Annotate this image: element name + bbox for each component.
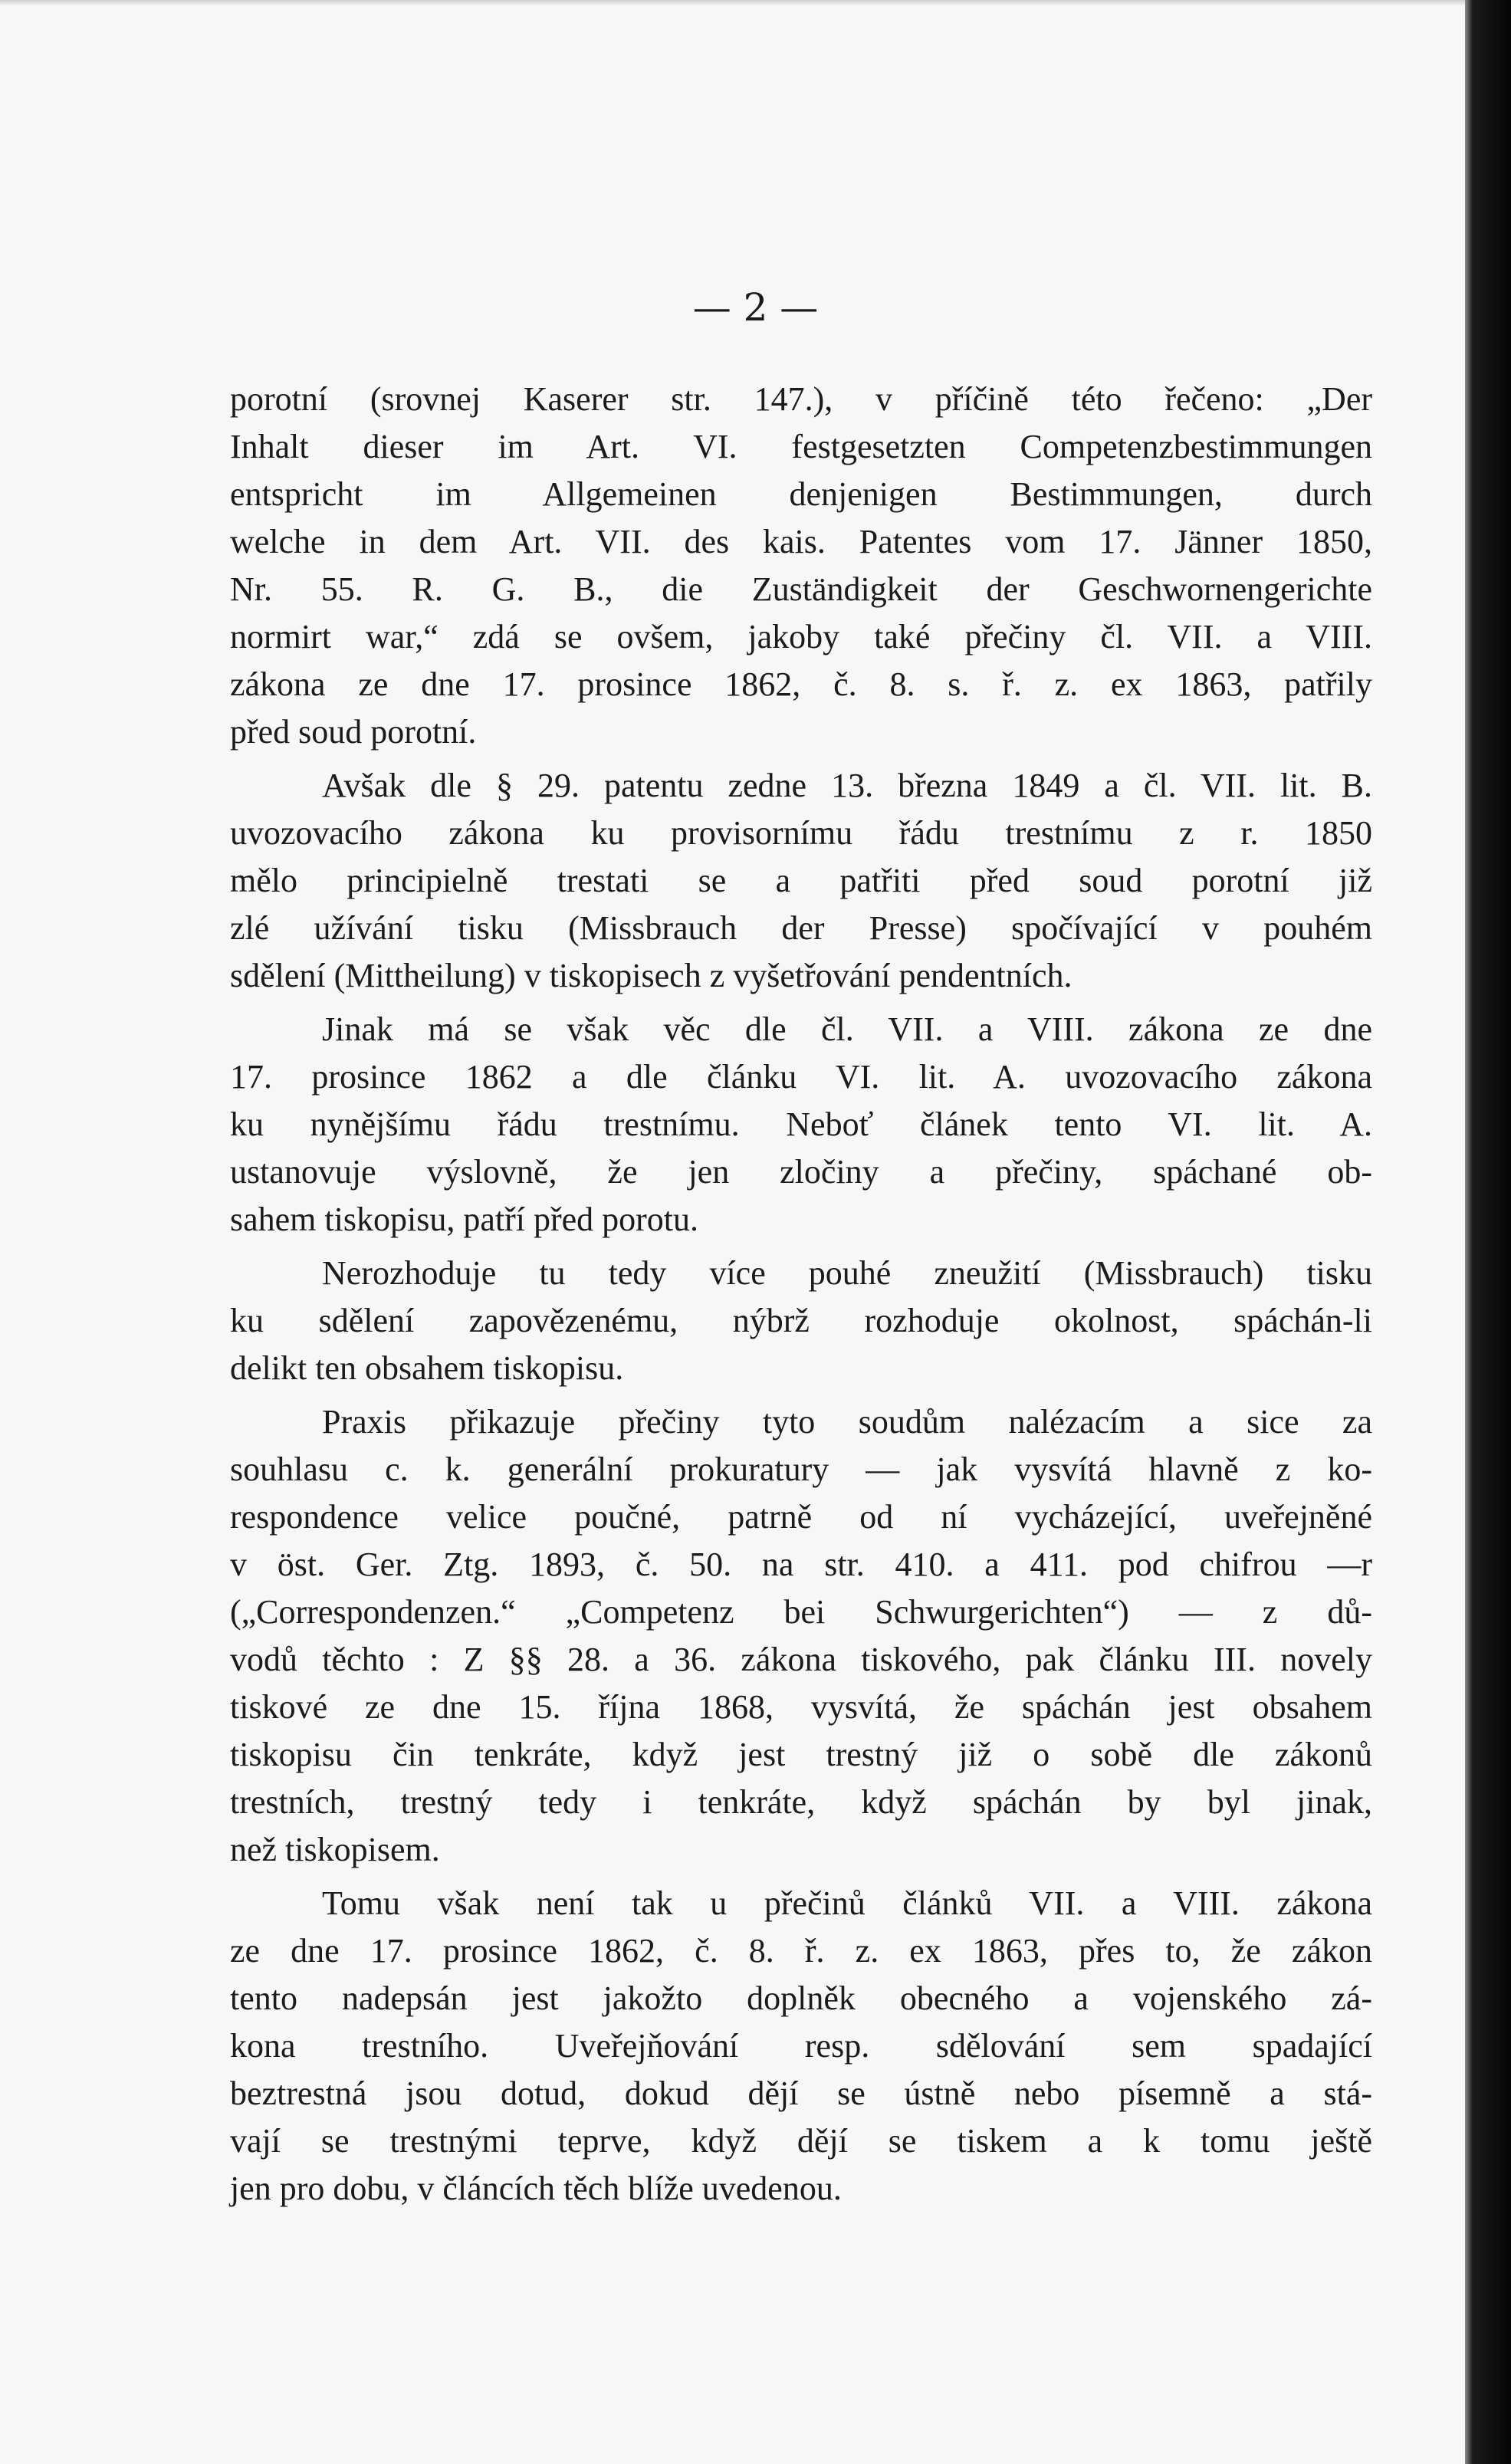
text-line: sahem tiskopisu, patří před porotu.	[230, 1201, 699, 1238]
text-line: Praxis přikazuje přečiny tyto soudům nalézacím a sice za	[322, 1403, 1372, 1441]
text-line: Jinak má se však věc dle čl. VII. a VIII. zákona ze dne	[322, 1010, 1372, 1048]
text-line: delikt ten obsahem tiskopisu.	[230, 1349, 624, 1387]
text-line: mělo principielně trestati se a patřiti před soud porotní již	[230, 862, 1372, 899]
text-line: uvozovacího zákona ku provisornímu řádu trestnímu z r. 1850	[230, 814, 1372, 852]
paragraph	[230, 1250, 1372, 1392]
text-line: tiskové ze dne 15. října 1868, vysvítá, že spáchán jest obsahem	[230, 1688, 1372, 1726]
text-line: respondence velice poučné, patrně od ní vycházející, uveřejněné	[230, 1498, 1372, 1536]
text-line: tiskopisu čin tenkráte, když jest trestný již o sobě dle zákonů	[230, 1736, 1372, 1773]
text-line: beztrestná jsou dotud, dokud dějí se ústně nebo písemně a stá-	[230, 2075, 1372, 2112]
paragraph	[230, 376, 1372, 756]
paragraph	[230, 762, 1372, 1000]
text-line: vají se trestnými teprve, když dějí se tiskem a k tomu ještě	[230, 2122, 1372, 2160]
text-line: sdělení (Mittheilung) v tiskopisech z vyšetřování pendentních.	[230, 957, 1072, 994]
page-number: — 2 —	[692, 285, 819, 330]
text-line: Nerozhoduje tu tedy více pouhé zneužití (Missbrauch) tisku	[322, 1254, 1372, 1292]
page-right-edge-shadow	[1465, 0, 1511, 2464]
text-line: Tomu však není tak u přečinů článků VII. a VIII. zákona	[322, 1884, 1372, 1922]
text-line: Avšak dle § 29. patentu zedne 13. března 1849 a čl. VII. lit. B.	[322, 767, 1372, 804]
body-text	[230, 376, 1372, 2219]
text-line: trestních, trestný tedy i tenkráte, když spáchán by byl jinak,	[230, 1783, 1372, 1821]
text-line: zákona ze dne 17. prosince 1862, č. 8. s. ř. z. ex 1863, patřily	[230, 665, 1372, 703]
text-line: jen pro dobu, v článcích těch blíže uvedenou.	[230, 2170, 842, 2207]
text-line: zlé užívání tisku (Missbrauch der Presse) spočívající v pouhém	[230, 909, 1372, 947]
text-line: tento nadepsán jest jakožto doplněk obecného a vojenského zá-	[230, 1979, 1372, 2017]
paragraph	[230, 1398, 1372, 1874]
text-line: ustanovuje výslovně, že jen zločiny a přečiny, spáchané ob-	[230, 1153, 1372, 1191]
text-line: normirt war,“ zdá se ovšem, jakoby také přečiny čl. VII. a VIII.	[230, 618, 1372, 655]
paragraph	[230, 1880, 1372, 2213]
text-line: ze dne 17. prosince 1862, č. 8. ř. z. ex 1863, přes to, že zákon	[230, 1932, 1372, 1970]
text-line: 17. prosince 1862 a dle článku VI. lit. A. uvozovacího zákona	[230, 1058, 1372, 1096]
text-line: porotní (srovnej Kaserer str. 147.), v příčině této řečeno: „Der	[230, 380, 1372, 418]
text-line: souhlasu c. k. generální prokuratury — jak vysvítá hlavně z ko-	[230, 1450, 1372, 1488]
text-line: kona trestního. Uveřejňování resp. sdělování sem spadající	[230, 2027, 1372, 2065]
text-line: ku nynějšímu řádu trestnímu. Neboť článek tento VI. lit. A.	[230, 1106, 1372, 1143]
text-line: ku sdělení zapovězenému, nýbrž rozhoduje okolnost, spáchán-li	[230, 1302, 1372, 1339]
text-line: v öst. Ger. Ztg. 1893, č. 50. na str. 410. a 411. pod chifrou —r	[230, 1546, 1372, 1583]
text-line: welche in dem Art. VII. des kais. Patentes vom 17. Jänner 1850,	[230, 523, 1372, 560]
text-line: před soud porotní.	[230, 713, 477, 751]
text-line: vodů těchto : Z §§ 28. a 36. zákona tiskového, pak článku III. novely	[230, 1641, 1372, 1678]
text-line: Nr. 55. R. G. B., die Zuständigkeit der Geschwornengerichte	[230, 570, 1372, 608]
text-line: entspricht im Allgemeinen denjenigen Bestimmungen, durch	[230, 475, 1372, 513]
text-line: („Correspondenzen.“ „Competenz bei Schwurgerichten“) — z dů-	[230, 1593, 1372, 1631]
page-top-edge	[0, 0, 1511, 6]
text-line: Inhalt dieser im Art. VI. festgesetzten Competenzbestimmungen	[230, 428, 1372, 465]
text-line: než tiskopisem.	[230, 1831, 440, 1868]
paragraph	[230, 1006, 1372, 1243]
